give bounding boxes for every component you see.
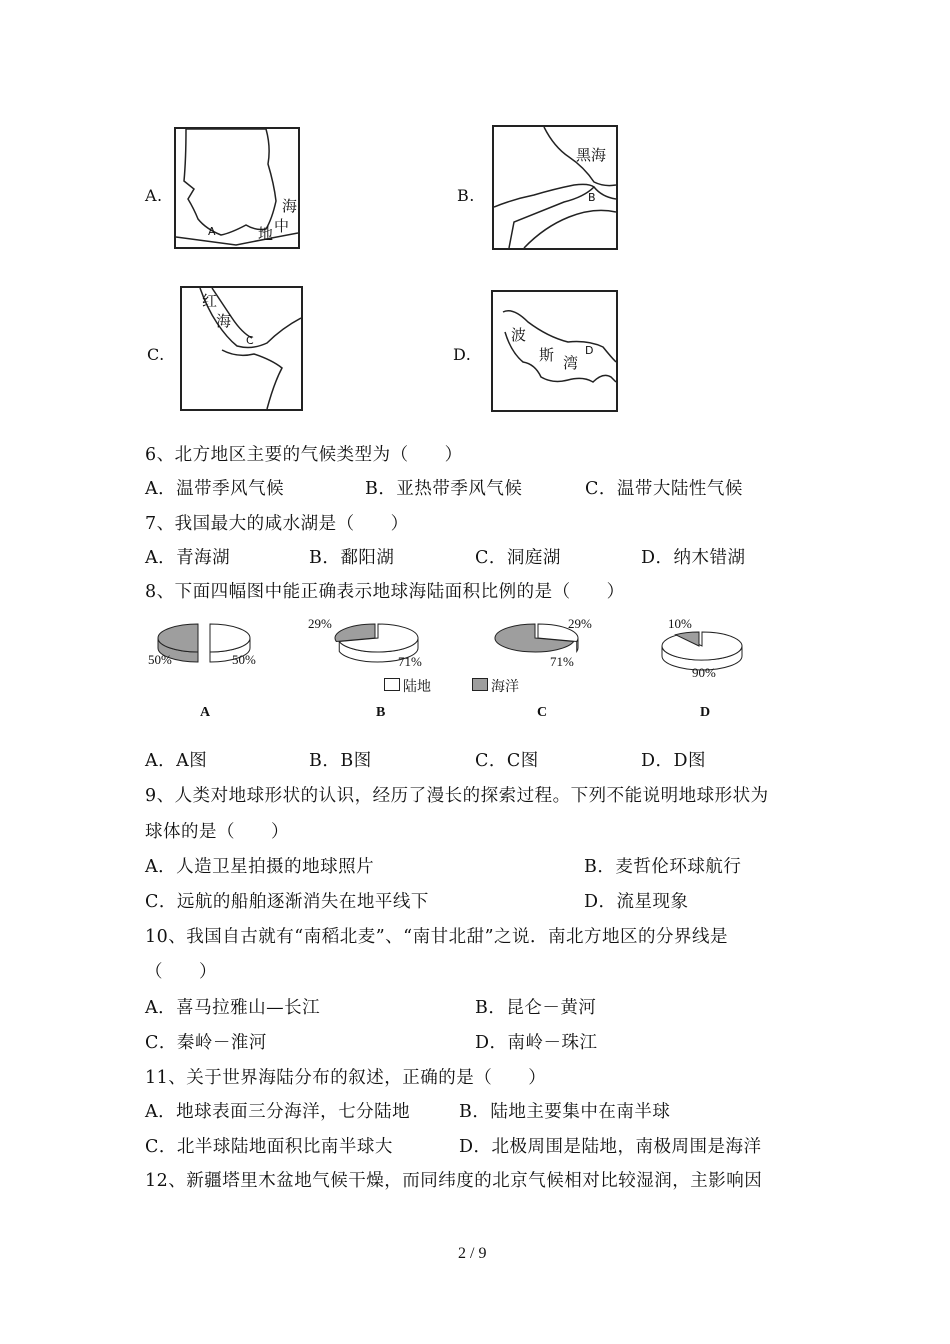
q7-option-a: A．青海湖 xyxy=(145,548,231,568)
map-a-label-zhong: 中 xyxy=(274,217,290,235)
map-d-option-label: D. xyxy=(453,345,472,364)
map-d-coastline xyxy=(493,292,616,410)
pie-d-label-ocean: 10% xyxy=(668,616,692,631)
q8-option-b: B．B图 xyxy=(309,751,372,771)
pie-b-label-ocean: 29% xyxy=(308,616,332,631)
q8-option-d: D．D图 xyxy=(641,751,707,771)
legend-land-label: 陆地 xyxy=(403,679,431,695)
pie-b-ocean-slice xyxy=(335,624,375,641)
q6-option-a: A．温带季风气候 xyxy=(145,479,285,499)
q9-stem-line2: 球体的是（ ） xyxy=(145,822,289,842)
map-a-point-a: A xyxy=(208,225,216,238)
q10-option-a: A．喜马拉雅山—长江 xyxy=(145,998,321,1018)
map-c-option-label: C. xyxy=(147,345,165,364)
q7-option-b: B．鄱阳湖 xyxy=(309,548,395,568)
legend-land-swatch xyxy=(384,678,400,691)
q8-option-a: A．A图 xyxy=(145,751,208,771)
map-c-label-hai: 海 xyxy=(216,312,232,330)
q10-stem-line2: （ ） xyxy=(145,962,217,982)
q11-option-c: C．北半球陆地面积比南半球大 xyxy=(145,1137,393,1157)
pie-b-letter: B xyxy=(376,705,386,720)
map-b-point-b: B xyxy=(588,191,596,204)
pie-c-letter: C xyxy=(537,705,548,720)
pie-a-label-right: 50% xyxy=(232,652,256,667)
map-b-label-heihai: 黑海 xyxy=(576,146,607,164)
page-number: 2 / 9 xyxy=(458,1245,487,1262)
q7-option-d: D．纳木错湖 xyxy=(641,548,746,568)
map-a-label-hai: 海 xyxy=(282,197,298,215)
map-c-label-hong: 红 xyxy=(202,292,218,310)
q6-option-c: C．温带大陆性气候 xyxy=(585,479,743,499)
map-a-mediterranean xyxy=(174,127,300,249)
q7-stem: 7、我国最大的咸水湖是（ ） xyxy=(145,514,409,534)
map-d-label-si: 斯 xyxy=(539,346,555,364)
pie-a-letter: A xyxy=(200,705,211,720)
q7-option-c: C．洞庭湖 xyxy=(475,548,561,568)
map-a-label-di: 地 xyxy=(258,225,274,243)
q10-option-d: D．南岭－珠江 xyxy=(475,1033,598,1053)
q8-stem: 8、下面四幅图中能正确表示地球海陆面积比例的是（ ） xyxy=(145,582,625,602)
map-a-option-label: A. xyxy=(145,186,163,205)
pie-charts-figure xyxy=(140,610,780,725)
pie-d-label-land: 90% xyxy=(692,665,716,680)
q9-stem-line1: 9、人类对地球形状的认识，经历了漫长的探索过程。下列不能说明地球形状为 xyxy=(145,786,769,806)
q10-option-b: B．昆仑－黄河 xyxy=(475,998,597,1018)
q6-option-b: B．亚热带季风气候 xyxy=(365,479,523,499)
legend-ocean-label: 海洋 xyxy=(491,679,519,695)
q9-option-b: B．麦哲伦环球航行 xyxy=(584,857,742,877)
map-d-label-bo: 波 xyxy=(511,326,527,344)
pie-c-label-land: 29% xyxy=(568,616,592,631)
q12-stem: 12、新疆塔里木盆地气候干燥，而同纬度的北京气候相对比较湿润，主影响因 xyxy=(145,1171,763,1191)
pie-d-letter: D xyxy=(700,705,711,720)
map-c-point-c: C xyxy=(246,334,254,347)
map-d-persian-gulf xyxy=(491,290,618,412)
legend-ocean-swatch xyxy=(472,678,488,691)
q11-option-a: A．地球表面三分海洋，七分陆地 xyxy=(145,1102,411,1122)
q9-option-d: D．流星现象 xyxy=(584,892,689,912)
q11-stem: 11、关于世界海陆分布的叙述，正确的是（ ） xyxy=(145,1068,547,1088)
map-d-point-d: D xyxy=(585,344,594,357)
pie-c-label-ocean: 71% xyxy=(550,654,574,669)
q10-option-c: C．秦岭－淮河 xyxy=(145,1033,267,1053)
q9-option-c: C．远航的船舶逐渐消失在地平线下 xyxy=(145,892,429,912)
q6-stem: 6、北方地区主要的气候类型为（ ） xyxy=(145,445,463,465)
q8-option-c: C．C图 xyxy=(475,751,539,771)
map-c-red-sea xyxy=(180,286,303,411)
map-c-coastline xyxy=(182,288,301,409)
map-d-label-wan: 湾 xyxy=(563,354,579,372)
pie-b-label-land: 71% xyxy=(398,654,422,669)
q9-option-a: A．人造卫星拍摄的地球照片 xyxy=(145,857,375,877)
map-b-option-label: B. xyxy=(457,186,475,205)
q11-option-d: D．北极周围是陆地，南极周围是海洋 xyxy=(459,1137,762,1157)
pie-a-label-left: 50% xyxy=(148,652,172,667)
q11-option-b: B．陆地主要集中在南半球 xyxy=(459,1102,671,1122)
map-b-black-sea xyxy=(492,125,618,250)
q10-stem-line1: 10、我国自古就有“南稻北麦”、“南甘北甜”之说．南北方地区的分界线是 xyxy=(145,927,729,947)
